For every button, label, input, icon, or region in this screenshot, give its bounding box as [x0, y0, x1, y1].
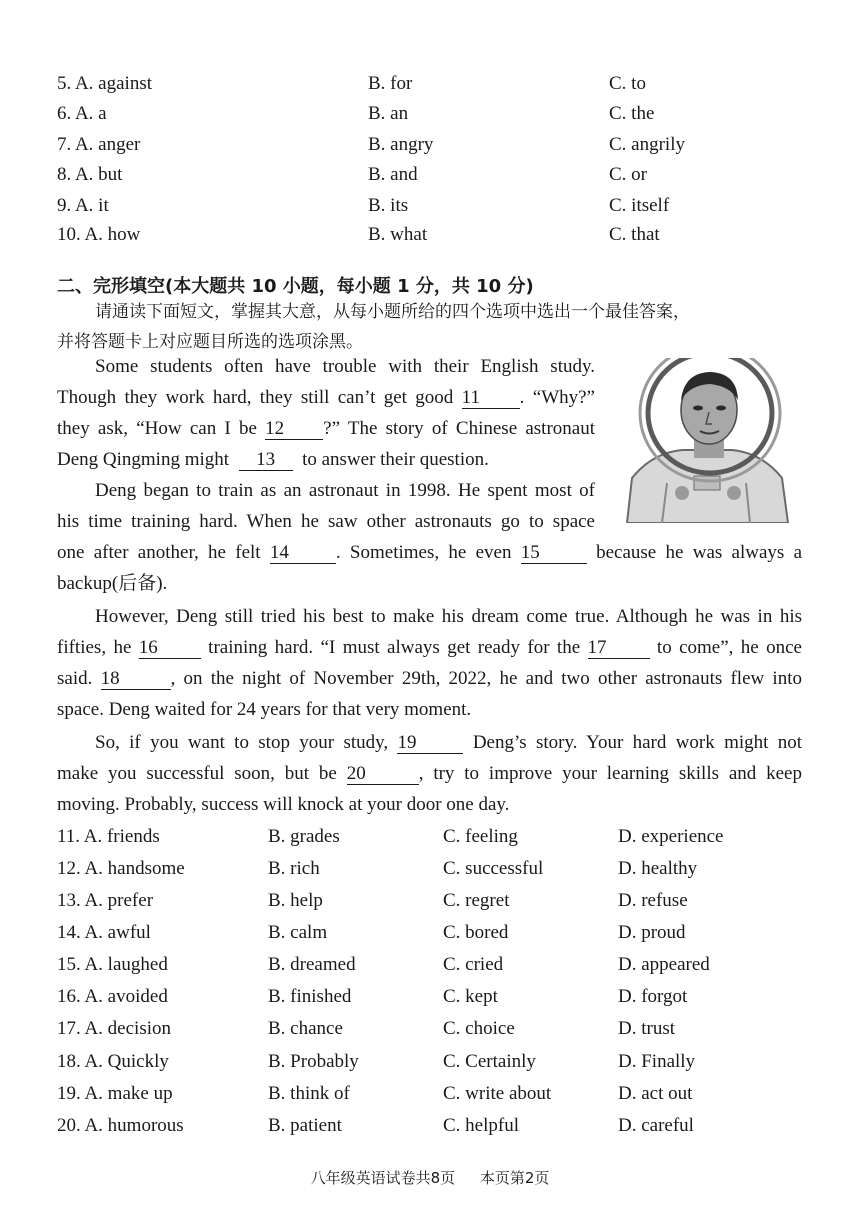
option-b: B. finished	[268, 986, 352, 1007]
blank-12: 12	[265, 419, 323, 440]
option-c: C. feeling	[443, 826, 518, 847]
option-b: B. chance	[268, 1018, 343, 1039]
passage-line: backup(后备).	[57, 573, 168, 594]
blank-16: 16	[139, 638, 201, 659]
option-b: B. angry	[368, 134, 434, 155]
option-c: C. Certainly	[443, 1051, 536, 1072]
option-row	[0, 1081, 860, 1107]
option-d: D. trust	[618, 1018, 675, 1039]
option-c: C. write about	[443, 1083, 552, 1104]
passage-line: Deng began to train as an astronaut in 1998. He spent most of	[95, 480, 595, 501]
option-c: C. the	[609, 103, 655, 124]
passage-line: said. 18 , on the night of November 29th, 2022, he and two other astronauts flew into	[57, 668, 802, 689]
passage-line: fifties, he 16 training hard. “I must always get ready for the 17 to come”, he once	[57, 637, 802, 658]
option-row	[0, 920, 860, 946]
option-row	[0, 1113, 860, 1139]
option-c: C. to	[609, 73, 646, 94]
option-b: B. Probably	[268, 1051, 359, 1072]
blank-11: 11	[462, 388, 520, 409]
option-c: C. choice	[443, 1018, 515, 1039]
instruction-line: 并将答题卡上对应题目所选的选项涂黑。	[57, 332, 363, 352]
option-row	[0, 952, 860, 978]
option-b: B. dreamed	[268, 954, 356, 975]
option-row	[0, 101, 860, 127]
option-d: D. Finally	[618, 1051, 696, 1072]
option-a: 11. A. friends	[57, 826, 160, 847]
astronaut-portrait-icon	[622, 358, 792, 523]
option-row	[0, 222, 860, 248]
option-b: B. calm	[268, 922, 328, 943]
option-b: B. help	[268, 890, 323, 911]
option-a: 17. A. decision	[57, 1018, 171, 1039]
option-c: C. helpful	[443, 1115, 519, 1136]
blank-15: 15	[521, 543, 587, 564]
section-title: 二、完形填空(本大题共 10 小题，每小题 1 分，共 10 分)	[57, 276, 534, 297]
option-a: 7. A. anger	[57, 134, 141, 155]
passage-line: they ask, “How can I be 12 ?” The story of Chinese astronaut	[57, 418, 596, 439]
astronaut-photo	[622, 358, 792, 523]
option-a: 10. A. how	[57, 224, 141, 245]
option-c: C. cried	[443, 954, 504, 975]
instruction-line: 请通读下面短文，掌握其大意，从每小题所给的四个选项中选出一个最佳答案，	[95, 302, 690, 322]
passage-line: make you successful soon, but be 20 , try to improve your learning skills and keep	[57, 763, 802, 784]
blank-19: 19	[397, 733, 463, 754]
passage-line: his time training hard. When he saw other astronauts go to space	[57, 511, 595, 532]
option-a: 20. A. humorous	[57, 1115, 184, 1136]
option-d: D. refuse	[618, 890, 688, 911]
option-b: B. its	[368, 195, 409, 216]
option-a: 5. A. against	[57, 73, 152, 94]
option-a: 12. A. handsome	[57, 858, 185, 879]
blank-20: 20	[347, 764, 419, 785]
option-b: B. patient	[268, 1115, 342, 1136]
page-footer	[0, 1167, 860, 1188]
footer-page-number: 本页第2页	[479, 1169, 550, 1187]
option-a: 8. A. but	[57, 164, 123, 185]
option-c: C. itself	[609, 195, 670, 216]
option-b: B. what	[368, 224, 428, 245]
blank-17: 17	[588, 638, 650, 659]
option-a: 13. A. prefer	[57, 890, 154, 911]
option-c: C. bored	[443, 922, 509, 943]
option-b: B. grades	[268, 826, 340, 847]
option-row	[0, 824, 860, 850]
option-d: D. experience	[618, 826, 724, 847]
option-row	[0, 71, 860, 97]
option-c: C. kept	[443, 986, 498, 1007]
option-b: B. and	[368, 164, 418, 185]
option-d: D. proud	[618, 922, 686, 943]
option-c: C. regret	[443, 890, 510, 911]
option-a: 19. A. make up	[57, 1083, 173, 1104]
option-a: 16. A. avoided	[57, 986, 168, 1007]
option-b: B. think of	[268, 1083, 350, 1104]
option-a: 15. A. laughed	[57, 954, 168, 975]
passage-line: Though they work hard, they still can’t get good 11 . “Why?”	[57, 387, 595, 408]
blank-18: 18	[101, 669, 171, 690]
option-row	[0, 132, 860, 158]
option-d: D. appeared	[618, 954, 710, 975]
passage-line: However, Deng still tried his best to make his dream come true. Although he was in his	[95, 606, 802, 627]
option-row	[0, 193, 860, 219]
option-row	[0, 856, 860, 882]
option-row	[0, 984, 860, 1010]
passage-line: space. Deng waited for 24 years for that very moment.	[57, 699, 472, 720]
passage-line: moving. Probably, success will knock at your door one day.	[57, 794, 510, 815]
option-row	[0, 888, 860, 914]
passage-line: So, if you want to stop your study, 19 Deng’s story. Your hard work might not	[95, 732, 803, 753]
option-row	[0, 1016, 860, 1042]
option-c: C. that	[609, 224, 660, 245]
footer-total-pages: 八年级英语试卷共8页	[310, 1169, 456, 1187]
option-d: D. act out	[618, 1083, 693, 1104]
option-a: 6. A. a	[57, 103, 107, 124]
option-c: C. or	[609, 164, 647, 185]
option-b: B. an	[368, 103, 409, 124]
option-row	[0, 1049, 860, 1075]
option-b: B. rich	[268, 858, 320, 879]
option-d: D. careful	[618, 1115, 694, 1136]
option-c: C. successful	[443, 858, 544, 879]
option-d: D. forgot	[618, 986, 688, 1007]
passage-line: Some students often have trouble with their English study.	[95, 356, 595, 377]
option-a: 14. A. awful	[57, 922, 151, 943]
option-d: D. healthy	[618, 858, 698, 879]
passage-line: one after another, he felt 14 . Sometimes, he even 15 because he was always a	[57, 542, 803, 563]
option-a: 9. A. it	[57, 195, 109, 216]
option-b: B. for	[368, 73, 413, 94]
option-a: 18. A. Quickly	[57, 1051, 169, 1072]
blank-13: 13	[239, 450, 293, 471]
option-c: C. angrily	[609, 134, 685, 155]
blank-14: 14	[270, 543, 336, 564]
passage-line: Deng Qingming might 13 to answer their question.	[57, 449, 489, 470]
option-row	[0, 162, 860, 188]
